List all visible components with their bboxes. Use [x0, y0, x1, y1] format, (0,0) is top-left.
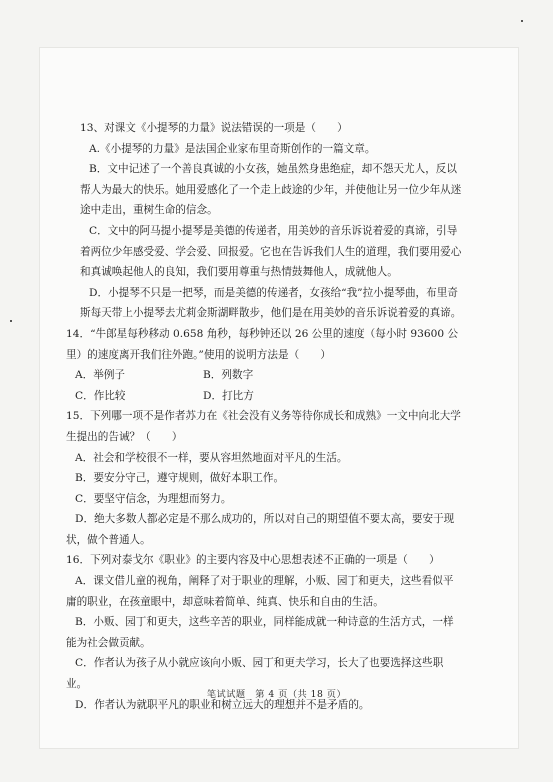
- question-13-option-b: B．文中记述了一个善良真诚的小女孩，她虽然身患绝症，却不怨天尤人，反以帮人为最大的快乐。她用爱感化了一个走上歧途的少年，并使他让另一位少年从迷途中走出，重树生命的信念。: [80, 163, 462, 217]
- scan-speck: [521, 20, 523, 22]
- question-list: [66, 118, 462, 715]
- question-13-option-a: A.《小提琴的力量》是法国企业家布里奇斯创作的一篇文章。: [89, 142, 376, 155]
- question-14-option-b: B．列数字: [203, 369, 254, 382]
- question-15-option-d: D．绝大多数人都必定是不那么成功的，所以对自己的期望值不要太高，要安于现状，做个普通人。: [66, 513, 455, 546]
- question-14-options-row-2: [66, 386, 462, 407]
- page-footer: 笔试试题 第 4 页（共 18 页）: [206, 689, 347, 700]
- scan-speck: [10, 320, 12, 322]
- question-13-title: 13、对课文《小提琴的力量》说法错误的一项是（ ）: [80, 122, 348, 134]
- question-15-option-b: B．要安分守己，遵守规则，做好本职工作。: [75, 472, 285, 485]
- question-14: [66, 324, 462, 406]
- question-16-option-d: D．作者认为就职平凡的职业和树立远大的理想并不是矛盾的。: [75, 698, 370, 711]
- question-13: [80, 118, 462, 324]
- question-15-option-c: C．要坚守信念，为理想而努力。: [75, 492, 232, 505]
- question-14-option-c: C．作比较: [75, 389, 126, 402]
- question-14-option-d: D．打比方: [203, 389, 254, 402]
- question-14-option-a: A．举例子: [75, 369, 126, 382]
- question-13-option-c: C．文中的阿马提小提琴是美德的传递者，用美妙的音乐诉说着爱的真谛，引导着两位少年感受爱、学会爱、回报爱。它也在告诉我们人生的道理，我们要用爱心和真诚唤起他人的良知，我们要用尊重与热情鼓舞他人，成就他人。: [80, 224, 462, 279]
- question-16-option-a: A．课文借儿童的视角，阐释了对于职业的理解，小贩、园丁和更夫，这些看似平庸的职业，在孩童眼中，却意味着简单、纯真、快乐和自由的生活。: [66, 575, 454, 608]
- question-14-options-row-1: [66, 365, 462, 386]
- question-13-option-d: D．小提琴不只是一把琴，而是美德的传递者，女孩给“我”拉小提琴曲，布里奇斯每天带上小提琴去尤莉金斯湖畔散步，他们是在用美妙的音乐诉说着爱的真谛。: [80, 286, 462, 320]
- question-15-title: 15．下列哪一项不是作者苏力在《社会没有义务等待你成长和成熟》一文中向北大学生提出的告诫？（ ）: [66, 410, 461, 443]
- question-16-option-c: C．作者认为孩子从小就应该向小贩、园丁和更夫学习，长大了也要选择这些职业。: [66, 657, 444, 691]
- question-14-title: 14．“牛郎星每秒移动 0.658 角秒，每秒钟还以 26 公里的速度（每小时 93600 公里）的速度离开我们往外跑。”使用的说明方法是（ ）: [66, 327, 459, 361]
- question-16-title: 16．下列对泰戈尔《职业》的主要内容及中心思想表述不正确的一项是（ ）: [66, 554, 440, 567]
- question-15: [66, 406, 462, 550]
- question-16-option-b: B．小贩、园丁和更夫，这些辛苦的职业，同样能成就一种诗意的生活方式，一样能为社会做贡献。: [66, 616, 454, 649]
- question-15-option-a: A．社会和学校很不一样，要从容坦然地面对平凡的生活。: [75, 451, 348, 464]
